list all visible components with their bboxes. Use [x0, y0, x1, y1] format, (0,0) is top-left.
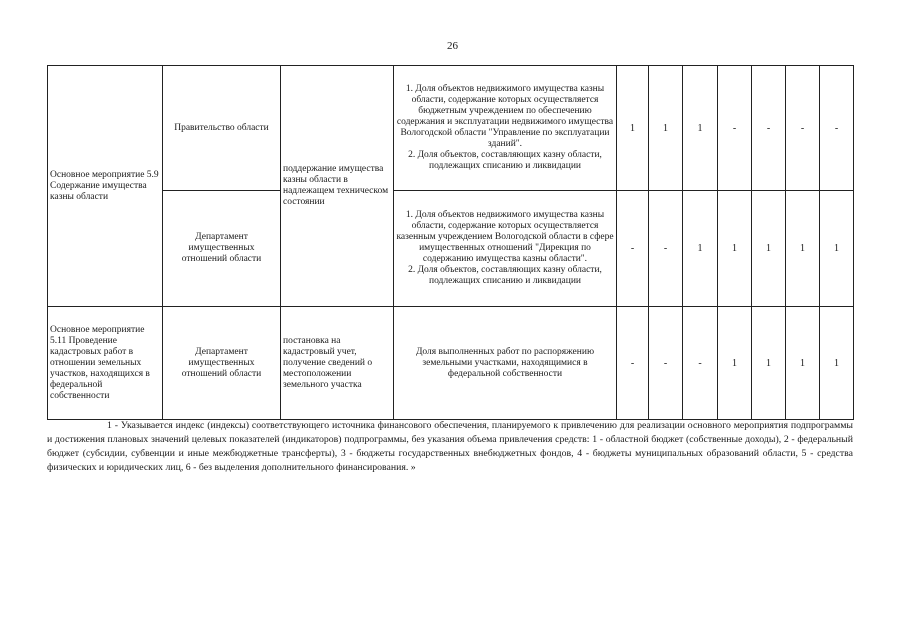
table-row [48, 191, 854, 307]
page-number: 26 [447, 40, 458, 52]
value-cell: - [683, 307, 718, 420]
activity-cell: Основное мероприятие 5.9 Содержание имущества казны области [48, 66, 163, 307]
value-cell: - [649, 191, 683, 307]
table-row [48, 307, 854, 420]
footnote-text: 1 - Указывается индекс (индексы) соответствующего источника финансового обеспечения, планируемого к привлечению для реализации основного мероприятия подпрограммы и достижения плановых значений целевых показателей (индикаторов) подпрограммы, без указания объема привлечения средств: 1 - областной бюджет (собственные доходы), 2 - федеральный бюджет (субсидии, субвенции и иные межбюджетные трансферты), 3 - бюджеты государственных внебюджетных фондов, 4 - бюджеты муниципальных образований области, 5 - средства физических и юридических лиц, 6 - без выделения дополнительного финансирования. » [47, 420, 853, 473]
value-cell: 1 [786, 307, 820, 420]
value-cell: - [752, 66, 786, 191]
executor-cell: Департамент имущественных отношений области [163, 191, 281, 307]
value-cell: 1 [617, 66, 649, 191]
indicators-cell: 1. Доля объектов недвижимого имущества казны области, содержание которых осуществляется бюджетным учреждением по обеспечению содержания и эксплуатации недвижимого имущества Вологодской области "Управление по эксплуатации зданий". 2. Доля объектов, составляющих казну области, подлежащих списанию и ликвидации [394, 66, 617, 191]
value-cell: 1 [718, 191, 752, 307]
value-cell: - [820, 66, 854, 191]
activities-table [47, 65, 854, 420]
value-cell: 1 [683, 191, 718, 307]
indicators-cell: 1. Доля объектов недвижимого имущества казны области, содержание которых осуществляется казенным учреждением Вологодской области в сфере имущественных отношений "Дирекция по содержанию имущества казны области". 2. Доля объектов, составляющих казну области, подлежащих списанию и ликвидации [394, 191, 617, 307]
value-cell: 1 [718, 307, 752, 420]
activity-cell: Основное мероприятие 5.11 Проведение кадастровых работ в отношении земельных участков, находящихся в федеральной собственности [48, 307, 163, 420]
value-cell: - [617, 307, 649, 420]
footnote [47, 419, 853, 475]
value-cell: - [718, 66, 752, 191]
value-cell: 1 [649, 66, 683, 191]
executor-cell: Департамент имущественных отношений области [163, 307, 281, 420]
value-cell: 1 [820, 307, 854, 420]
value-cell: 1 [820, 191, 854, 307]
value-cell: 1 [752, 307, 786, 420]
value-cell: - [649, 307, 683, 420]
executor-cell: Правительство области [163, 66, 281, 191]
result-cell: постановка на кадастровый учет, получение сведений о местоположении земельного участка [281, 307, 394, 420]
table-row [48, 66, 854, 191]
value-cell: 1 [786, 191, 820, 307]
value-cell: 1 [683, 66, 718, 191]
value-cell: 1 [752, 191, 786, 307]
indicators-cell: Доля выполненных работ по распоряжению земельными участками, находящимися в федеральной собственности [394, 307, 617, 420]
result-cell: поддержание имущества казны области в надлежащем техническом состоянии [281, 66, 394, 307]
value-cell: - [617, 191, 649, 307]
value-cell: - [786, 66, 820, 191]
